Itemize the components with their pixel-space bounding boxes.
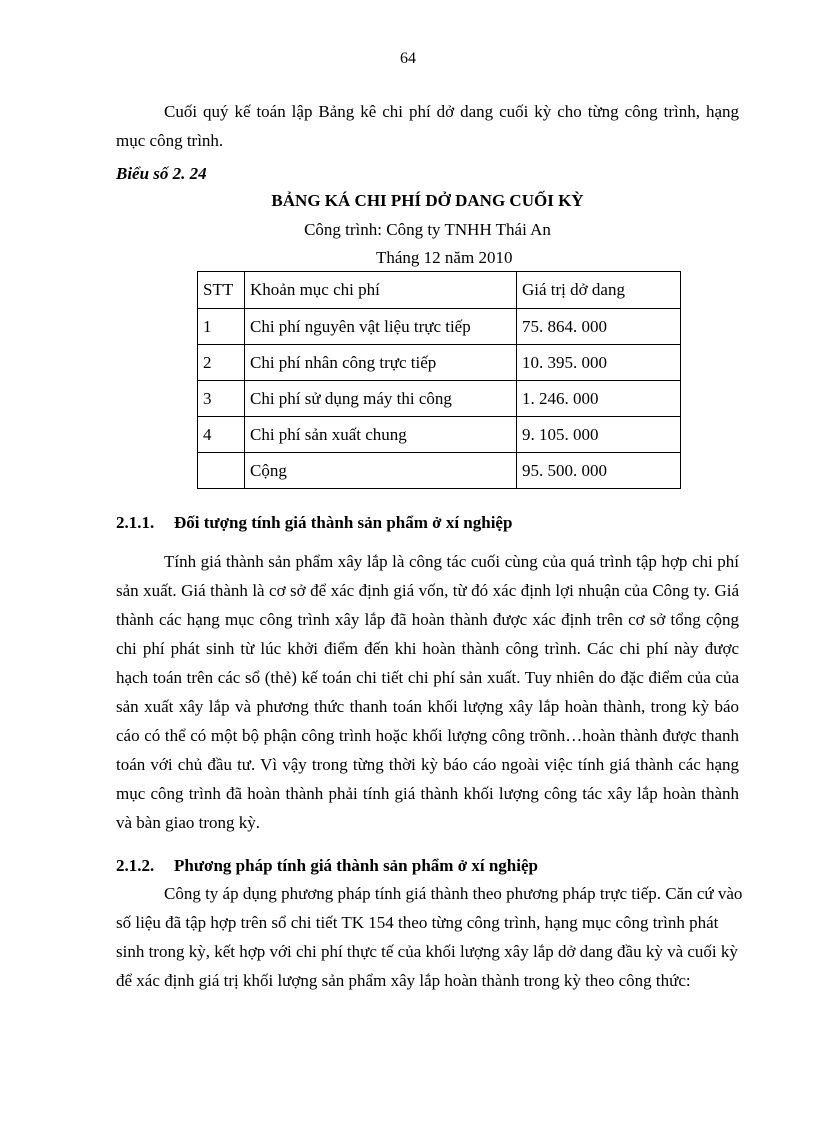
row-stt: 1 [198, 309, 245, 345]
cost-table [197, 271, 681, 489]
row-stt: 3 [198, 381, 245, 417]
row-value: 75. 864. 000 [517, 309, 681, 345]
table-row [198, 381, 681, 417]
table-total-row [198, 453, 681, 489]
section-1-paragraph: Tính giá thành sản phẩm xây lắp là công tác cuối cùng của quá trình tập hợp chi phí sản xuất. Giá thành là cơ sở để xác định giá vốn, từ đó xác định lợi nhuận của Công ty. Giá thành các hạng mục công trình xây lắp đã hoàn thành được xác định trên cơ sở tổng cộng chi phí phát sinh từ lúc khởi điểm đến khi hoàn thành công trình. Các chi phí này được hạch toán trên các sổ (thẻ) kế toán chi tiết chi phí sản xuất. Tuy nhiên do đặc điểm của của sản xuất xây lắp và phương thức thanh toán khối lượng xây lắp hoàn thành, trong kỳ báo cáo có thể có một bộ phận công trình hoặc khối lượng công trõnh…hoàn thành được thanh toán với chủ đầu tư. Vì vậy trong từng thời kỳ báo cáo ngoài việc tính giá thành các hạng mục công trình đã hoàn thành phải tính giá thành khối lượng công tác xây lắp hoàn thành và bàn giao trong kỳ. [116, 552, 739, 832]
row-value: 9. 105. 000 [517, 417, 681, 453]
table-row [198, 345, 681, 381]
table-title: BẢNG KÁ CHI PHÍ DỞ DANG CUỐI KỲ [271, 191, 584, 210]
row-value: 10. 395. 000 [517, 345, 681, 381]
row-value: 1. 246. 000 [517, 381, 681, 417]
row-item: Chi phí sản xuất chung [245, 417, 517, 453]
row-item: Cộng [245, 453, 517, 489]
intro-paragraph: Cuối quý kế toán lập Bảng kê chi phí dở dang cuối kỳ cho từng công trình, hạng mục công trình. [116, 102, 739, 150]
header-item: Khoản mục chi phí [245, 272, 517, 309]
row-value: 95. 500. 000 [517, 453, 681, 489]
section-heading-1 [116, 513, 512, 533]
table-month: Tháng 12 năm 2010 [376, 248, 513, 267]
row-item: Chi phí nhân công trực tiếp [245, 345, 517, 381]
table-caption: Biểu số 2. 24 [116, 164, 207, 183]
table-row [198, 309, 681, 345]
section-number-1: 2.1.1. [116, 513, 155, 532]
row-stt: 4 [198, 417, 245, 453]
row-stt: 2 [198, 345, 245, 381]
section-title-1: Đối tượng tính giá thành sản phẩm ở xí nghiệp [174, 513, 513, 532]
section-2-paragraph: Công ty áp dụng phương pháp tính giá thành theo phương pháp trực tiếp. Căn cứ vào số liệu đã tập hợp trên sổ chi tiết TK 154 theo từng công trình, hạng mục công trình phát sinh trong kỳ, kết hợp với chi phí thực tế của khối lượng xây lắp dở dang đầu kỳ và cuối kỳ để xác định giá trị khối lượng sản phẩm xây lắp hoàn thành trong kỳ theo công thức: [116, 884, 743, 990]
row-stt [198, 453, 245, 489]
table-row [198, 417, 681, 453]
table-subtitle: Công trình: Công ty TNHH Thái An [304, 220, 551, 239]
header-value: Giá trị dở dang [517, 272, 681, 309]
row-item: Chi phí sử dụng máy thi công [245, 381, 517, 417]
table-header-row [198, 272, 681, 309]
section-heading-2 [116, 856, 538, 876]
page-number: 64 [400, 50, 416, 67]
section-title-2: Phương pháp tính giá thành sản phẩm ở xí nghiệp [174, 856, 538, 875]
header-stt: STT [198, 272, 245, 309]
section-number-2: 2.1.2. [116, 856, 155, 875]
row-item: Chi phí nguyên vật liệu trực tiếp [245, 309, 517, 345]
